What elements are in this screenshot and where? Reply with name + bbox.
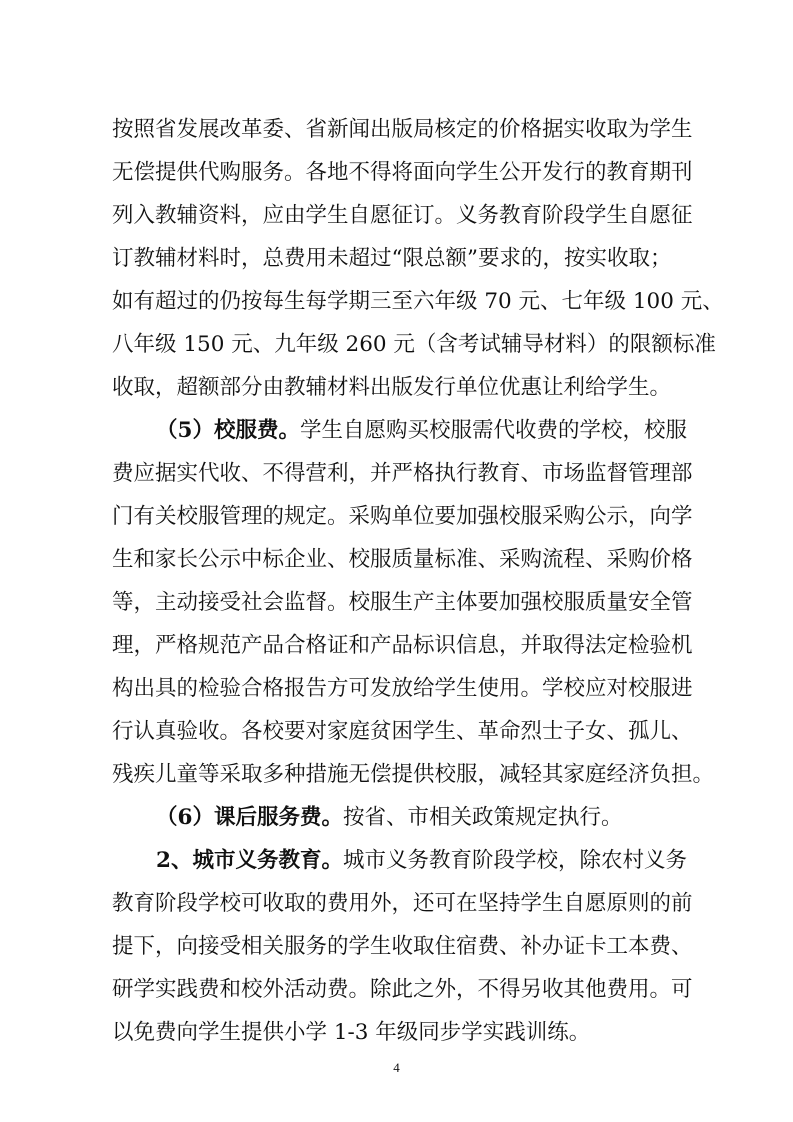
- text-line: 以免费向学生提供小学 1-3 年级同步学实践训练。: [112, 1020, 591, 1045]
- text-line: 提下，向接受相关服务的学生收取住宿费、补办证卡工本费、: [112, 934, 693, 959]
- text-line: 行认真验收。各校要对家庭贫困学生、革命烈士子女、孤儿、: [112, 719, 693, 744]
- text-line: 列入教辅资料，应由学生自愿征订。义务教育阶段学生自愿征: [112, 203, 693, 228]
- text-line: 构出具的检验合格报告方可发放给学生使用。学校应对校服进: [112, 676, 693, 701]
- page-number: 4: [393, 1060, 400, 1075]
- text-line: 订教辅材料时，总费用未超过“限总额”要求的，按实收取；: [112, 246, 672, 271]
- section-heading-after-school-service-fee: （6）课后服务费。: [156, 805, 343, 830]
- text-line: 门有关校服管理的规定。采购单位要加强校服采购公示，向学: [112, 504, 693, 529]
- text-line: 费应据实代收、不得营利，并严格执行教育、市场监督管理部: [112, 461, 693, 486]
- text-line: 无偿提供代购服务。各地不得将面向学生公开发行的教育期刊: [112, 160, 693, 185]
- text-line: 理，严格规范产品合格证和产品标识信息，并取得法定检验机: [112, 633, 693, 658]
- text-line: 按照省发展改革委、省新闻出版局核定的价格据实收取为学生: [112, 117, 693, 142]
- section-heading-urban-compulsory-education: 2、城市义务教育。: [156, 848, 343, 873]
- text-line: 研学实践费和校外活动费。除此之外，不得另收其他费用。可: [112, 977, 693, 1002]
- text-line: 如有超过的仍按每生每学期三至六年级 70 元、七年级 100 元、: [112, 289, 724, 314]
- section-heading-school-uniform-fee: （5）校服费。: [156, 418, 300, 443]
- paragraph-after-school-service-fee: （6）课后服务费。按省、市相关政策规定执行。: [156, 805, 623, 830]
- text-line: 等，主动接受社会监督。校服生产主体要加强校服质量安全管: [112, 590, 693, 615]
- text-line: 八年级 150 元、九年级 260 元（含考试辅导材料）的限额标准: [112, 332, 716, 357]
- text-line: 残疾儿童等采取多种措施无偿提供校服，减轻其家庭经济负担。: [112, 762, 715, 787]
- text-line: 收取，超额部分由教辅材料出版发行单位优惠让利给学生。: [112, 375, 672, 400]
- text-line: 生和家长公示中标企业、校服质量标准、采购流程、采购价格: [112, 547, 693, 572]
- paragraph-school-uniform-fee: （5）校服费。学生自愿购买校服需代收费的学校，校服: [156, 418, 687, 443]
- text-line: 教育阶段学校可收取的费用外，还可在坚持学生自愿原则的前: [112, 891, 693, 916]
- paragraph-urban-compulsory-education: 2、城市义务教育。城市义务教育阶段学校，除农村义务: [156, 848, 687, 873]
